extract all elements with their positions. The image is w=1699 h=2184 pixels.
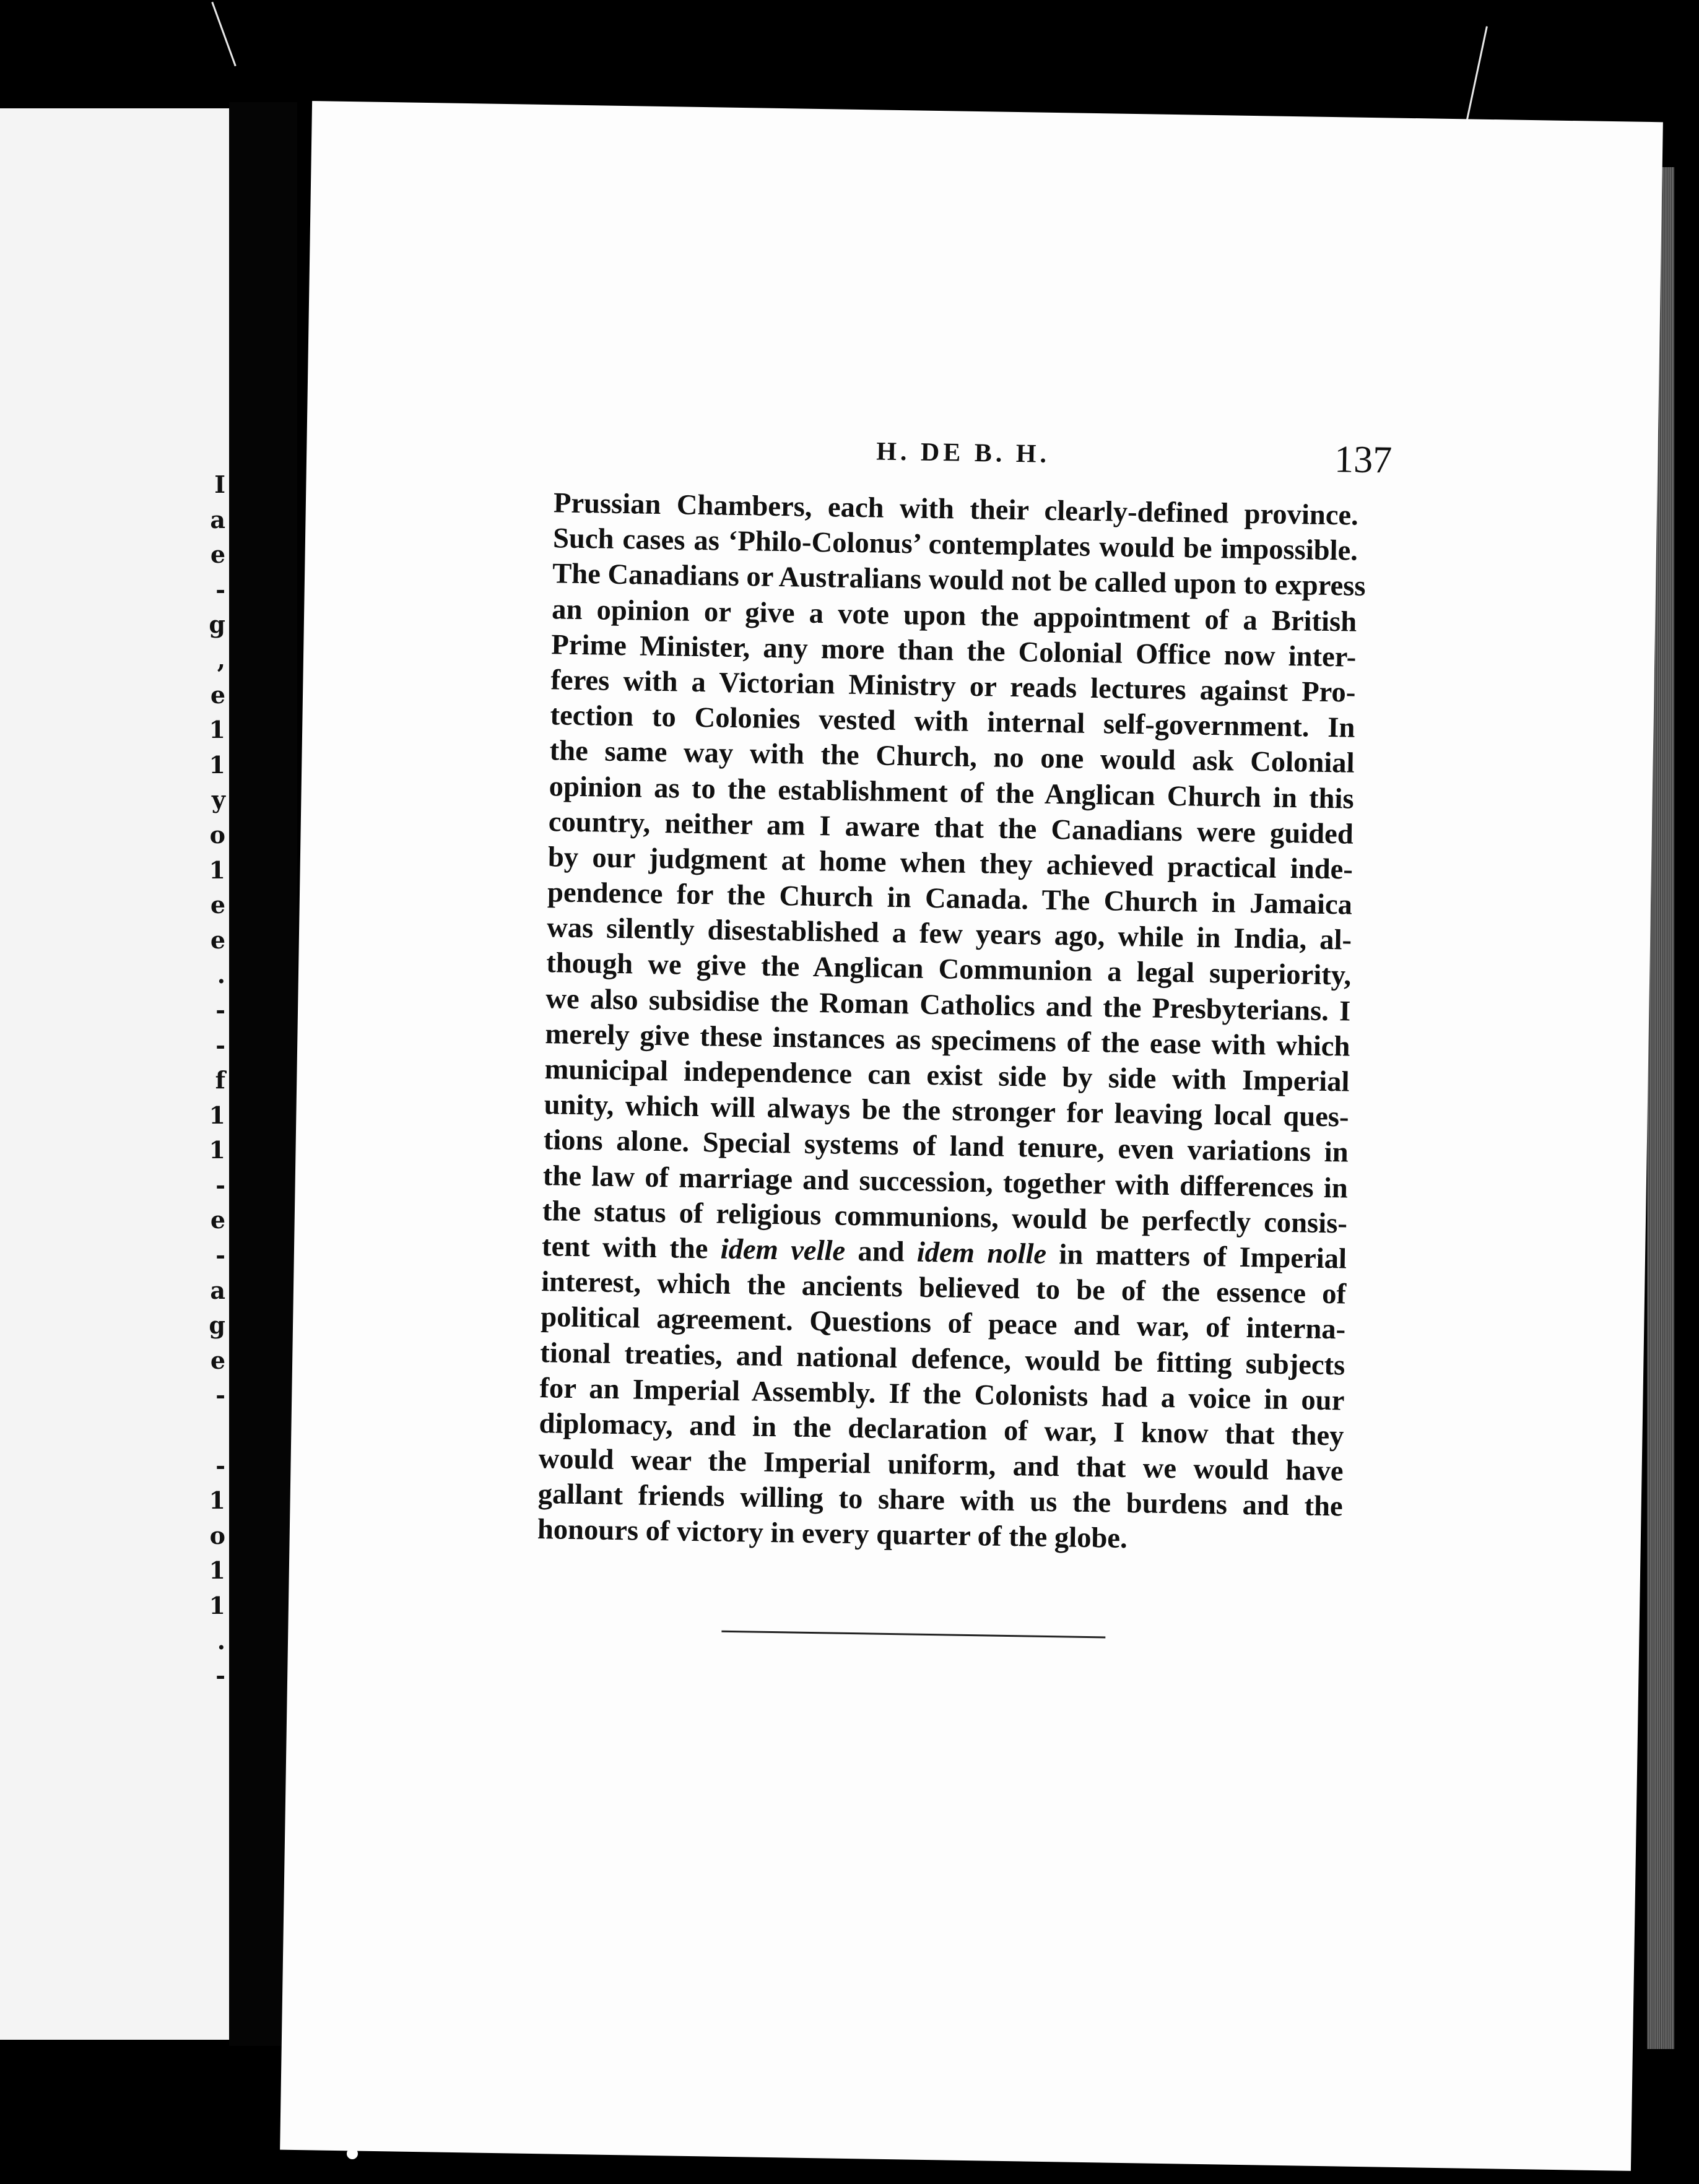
left-fragment: I — [214, 470, 225, 498]
left-fragment: - — [215, 575, 225, 604]
left-fragment: - — [215, 1451, 225, 1480]
text-run: tection to Colonies vested with internal self-government. In — [550, 699, 1355, 744]
text-run: and — [845, 1234, 918, 1268]
left-fragment: 1 — [209, 1486, 225, 1515]
left-fragment: o — [209, 820, 225, 849]
text-run: for an Imperial Assembly. If the Colonists had a voice in our — [539, 1371, 1345, 1417]
main-page — [280, 101, 1663, 2171]
left-fragment: . — [217, 1626, 225, 1655]
text-run: tent with the — [541, 1230, 721, 1265]
left-fragment: g — [209, 610, 225, 639]
text-run: by our judgment at home when they achieved practical inde- — [547, 841, 1354, 886]
left-fragment: 1 — [209, 856, 225, 884]
text-run: gallant friends willing to share with us the burdens and the — [537, 1478, 1344, 1523]
left-fragment: 1 — [209, 1136, 225, 1164]
left-fragment: . — [217, 961, 225, 989]
left-fragment: - — [215, 1241, 225, 1270]
left-fragment: e — [210, 680, 225, 709]
text-run: unity, which will always be the stronger for leaving local ques- — [544, 1088, 1349, 1133]
text-run: pendence for the Church in Canada. The Church in Jamaica — [547, 876, 1353, 921]
left-page-text-fragments — [201, 467, 225, 1694]
left-fragment: 1 — [209, 716, 225, 744]
running-head — [306, 428, 1658, 492]
text-run: The Canadians or Australians would not be called upon to express — [552, 557, 1366, 603]
text-run: political agreement. Questions of peace and war, of interna- — [540, 1301, 1346, 1346]
left-fragment: - — [215, 1662, 225, 1690]
left-fragment: - — [215, 1031, 225, 1059]
left-fragment: , — [217, 645, 225, 674]
italic-phrase: idem velle — [720, 1233, 846, 1267]
left-fragment: a — [210, 505, 225, 534]
left-fragment: a — [210, 1276, 225, 1304]
left-fragment: g — [209, 1311, 225, 1340]
text-run: tional treaties, and national defence, would be fitting subjects — [540, 1336, 1345, 1382]
left-page — [0, 108, 229, 2040]
left-fragment: - — [215, 1171, 225, 1199]
text-run: Prime Minister, any more than the Colonial Office now inter- — [550, 628, 1357, 674]
left-fragment: e — [210, 1346, 225, 1374]
text-run: an opinion or give a vote upon the appointment of a British — [551, 592, 1357, 638]
end-rule — [721, 1631, 1105, 1639]
left-fragment: e — [210, 891, 225, 919]
text-run: country, neither am I aware that the Canadians were guided — [548, 805, 1354, 851]
left-fragment: - — [215, 995, 225, 1024]
text-run: opinion as to the establishment of the Anglican Church in this — [549, 769, 1355, 815]
text-run: municipal independence can exist side by side with Imperial — [544, 1053, 1350, 1098]
text-run: the law of marriage and succession, together with differences in — [542, 1159, 1349, 1205]
text-run: tions alone. Special systems of land tenure, even variations in — [543, 1124, 1349, 1169]
text-run: in matters of Imperial — [1046, 1237, 1347, 1275]
page-number: 137 — [1334, 438, 1393, 482]
left-fragment: - — [215, 1381, 225, 1410]
left-fragment: e — [210, 540, 225, 569]
left-fragment — [201, 1413, 225, 1449]
text-run: Such cases as ‘Philo-Colonus’ contemplates would be impossible. — [552, 522, 1358, 567]
text-run: Prussian Chambers, each with their clearly-defined province. — [553, 487, 1359, 532]
text-run: we also subsidise the Roman Catholics and the Presbyterians. I — [545, 982, 1351, 1028]
left-fragment: e — [210, 925, 225, 954]
film-scratch — [211, 2, 236, 66]
running-title: H. DE B. H. — [876, 437, 1051, 469]
left-fragment: o — [209, 1521, 225, 1549]
left-fragment: 1 — [209, 750, 225, 779]
italic-phrase: idem nolle — [916, 1236, 1047, 1270]
text-run: feres with a Victorian Ministry or reads lectures against Pro- — [550, 664, 1356, 709]
left-fragment: 1 — [209, 1101, 225, 1129]
left-fragment: 1 — [209, 1592, 225, 1619]
left-fragment: 1 — [209, 1556, 225, 1585]
text-run: was silently disestablished a few years ago, while in India, al- — [546, 911, 1352, 956]
text-run: the status of religious communions, would be perfectly consis- — [542, 1194, 1348, 1240]
left-fragment: y — [211, 786, 225, 814]
text-run: merely give these instances as specimens of the ease with which — [545, 1017, 1350, 1063]
left-fragment: e — [210, 1206, 225, 1234]
text-run: the same way with the Church, no one would ask Colonial — [549, 734, 1355, 779]
text-run: would wear the Imperial uniform, and that we would have — [538, 1442, 1344, 1488]
body-text — [537, 485, 1366, 1560]
text-run: though we give the Anglican Communion a legal superiority, — [545, 947, 1352, 992]
text-run: interest, which the ancients believed to be of the essence of — [541, 1265, 1347, 1311]
text-run: honours of victory in every quarter of the globe. — [537, 1513, 1128, 1555]
left-fragment: f — [215, 1066, 225, 1094]
text-run: diplomacy, and in the declaration of war, I know that they — [539, 1406, 1344, 1452]
